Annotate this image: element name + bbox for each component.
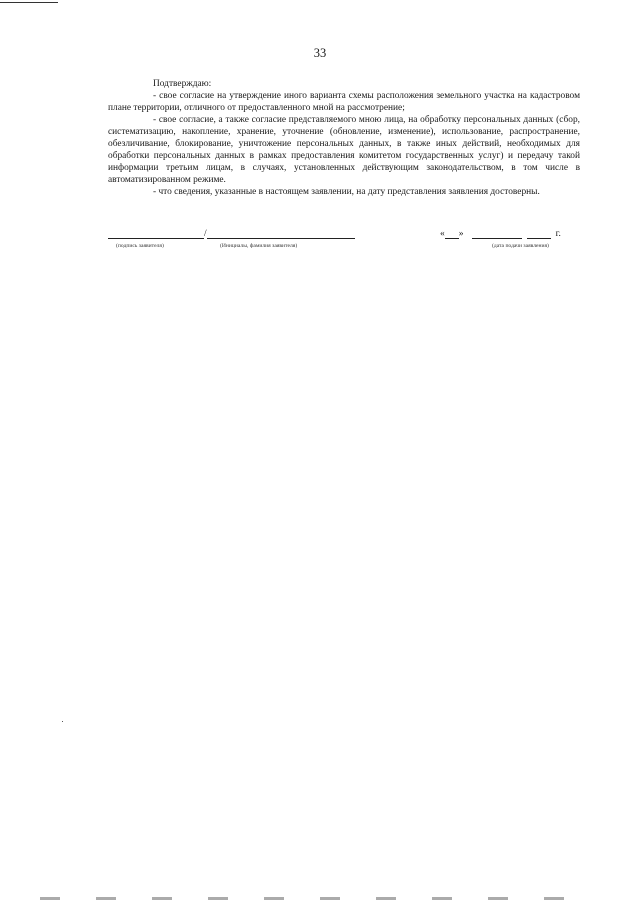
date-day-line[interactable] [445,228,459,239]
signature-caption: (подпись заявителя) [116,243,164,249]
confirmation-item-2: - свое согласие, а также согласие представляемого мною лица, на обработку персональных данных (сбор, систематизацию, накопление, хранение, уточнение (обновление, изменение), использование, распространение, обезличивание, блокирование, уничтожение персональных данных, в также иных действий, необходимых для обработки персональных данных в рамках предоставления комитетом государственных услуг) и передачу такой информации третьим лицам, в случаях, установленных действующим законодательством, в том числе в автоматизированном режиме. [108,115,580,185]
signature-block [108,228,355,239]
top-edge-line [0,2,58,3]
date-month-line[interactable] [472,228,522,239]
initials-line[interactable] [207,228,355,239]
initials-caption: (Инициалы, фамилия заявителя) [220,243,298,249]
confirmation-lead: Подтверждаю: [153,79,212,89]
date-block [440,228,561,239]
confirmation-item-3: - что сведения, указанные в настоящем заявлении, на дату представления заявления достоверны. [153,187,540,197]
signature-line[interactable] [108,228,204,239]
date-year-line[interactable] [527,228,551,239]
confirmation-item-1: - свое согласие на утверждение иного варианта схемы расположения земельного участка на кадастровом плане территории, отличного от предоставленного мной на рассмотрение; [108,91,580,113]
date-year-suffix: г. [555,229,561,239]
confirmation-text [108,78,580,198]
page-number: 33 [313,46,327,60]
scan-speck [62,721,63,722]
date-caption: (дата подачи заявления) [492,243,549,249]
date-open-quote: « [440,229,445,239]
date-close-quote: » [458,229,464,239]
signature-slash: / [204,229,207,239]
bottom-scan-marks [40,897,600,900]
